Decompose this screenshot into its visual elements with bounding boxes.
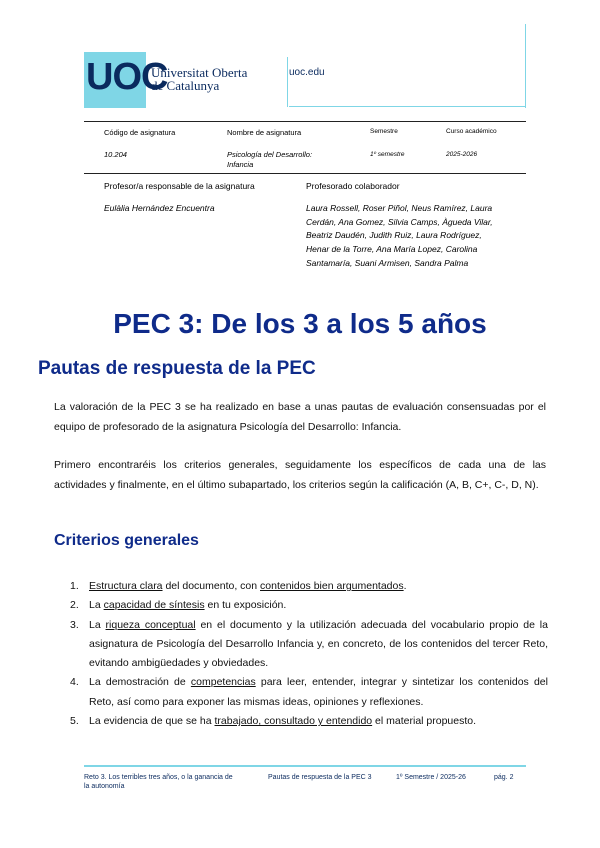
year-label: Curso académico: [446, 128, 497, 135]
list-item: [70, 673, 548, 712]
underlined-text: capacidad de síntesis: [103, 599, 205, 612]
list-text: La evidencia de que se ha: [89, 715, 215, 728]
list-number: 4.: [70, 676, 79, 689]
subsection-title: Criterios generales: [54, 532, 199, 549]
list-text: del documento, con: [162, 580, 261, 592]
footer-reto-line1: Reto 3. Los terribles tres años, o la ganancia de: [84, 774, 233, 781]
semester-value: 1º semestre: [370, 151, 405, 158]
list-text: La: [89, 599, 104, 612]
uoc-logo: UOC: [86, 56, 168, 98]
semester-label: Semestre: [370, 128, 398, 135]
list-text: el material propuesto.: [372, 715, 477, 728]
footer-reto-line2: la autonomía: [84, 782, 125, 790]
meta-bottom-rule: [84, 173, 526, 174]
list-number: 3.: [70, 618, 79, 631]
list-item: [70, 616, 548, 674]
university-name-line2: de Catalunya: [151, 78, 220, 93]
collaborators-line: Laura Rossell, Roser Piñol, Neus Ramírez, Laura: [306, 203, 493, 213]
list-number: 1.: [70, 580, 79, 592]
university-name-line1: Universitat Oberta: [151, 65, 248, 80]
list-number: 5.: [70, 715, 79, 728]
underlined-text: competencias: [190, 676, 256, 689]
name-label: Nombre de asignatura: [227, 128, 302, 137]
list-item: [70, 712, 548, 731]
underlined-text: contenidos bien argumentados: [260, 580, 404, 592]
university-name: [151, 66, 247, 92]
footer-doc: Pautas de respuesta de la PEC 3: [268, 774, 372, 781]
year-value: 2025-2026: [446, 151, 478, 158]
name-value: Psicología del Desarrollo: Infancia: [227, 150, 313, 169]
collaborators-line: Beatriz Daudén, Judith Ruiz, Laura Rodríguez,: [306, 230, 482, 241]
list-text: La: [89, 618, 106, 631]
collaborators-line: Henar de la Torre, Ana María Lopez, Carolina: [306, 244, 478, 255]
section-title: Pautas de respuesta de la PEC: [38, 358, 316, 379]
lead-professor-name: Eulàlia Hernández Encuentra: [104, 203, 215, 213]
footer-semester: 1º Semestre / 2025-26: [396, 774, 466, 781]
list-text: para leer, entender, integrar y sintetizar los contenidos del Reto, así como para exponer las mismas ideas, opiniones y reflexiones.: [89, 676, 548, 708]
collaborators-line: Cerdán, Ana Gomez, Silvia Camps, Àgueda Vilar,: [306, 216, 493, 227]
criteria-paragraph: Primero encontraréis los criterios generales, seguidamente los específicos de cada una de las actividades y finalmente, en el último subapartado, los criterios según la calificación (A, B, C+, C-, D, N).: [54, 459, 546, 491]
list-number: 2.: [70, 599, 79, 612]
footer-rule: [84, 765, 526, 767]
code-label: Código de asignatura: [104, 128, 176, 137]
underlined-text: riqueza conceptual: [105, 618, 196, 631]
header-bottom-border: [289, 106, 525, 107]
list-item: [70, 577, 548, 596]
footer-page-number: pág. 2: [494, 774, 514, 781]
lead-professor-label: Profesor/a responsable de la asignatura: [104, 181, 255, 191]
list-text: La demostración de: [89, 676, 191, 689]
collaborators-label: Profesorado colaborador: [306, 181, 400, 191]
collaborators-line: Santamaría, Suani Armisen, Sandra Palma: [306, 257, 469, 268]
meta-top-rule: [84, 121, 526, 122]
footer-reto: [84, 774, 264, 791]
header-right-border: [525, 24, 526, 108]
collaborators-list: [306, 202, 526, 271]
uoc-url: uoc.edu: [289, 67, 325, 78]
list-text: .: [403, 580, 407, 592]
criteria-list: [70, 577, 548, 731]
list-item: [70, 596, 548, 615]
code-value: 10.204: [104, 150, 127, 159]
list-text: en tu exposición.: [204, 599, 287, 612]
underlined-text: trabajado, consultado y entendido: [214, 715, 373, 728]
document-title: PEC 3: De los 3 a los 5 años: [113, 308, 487, 339]
intro-paragraph: La valoración de la PEC 3 se ha realizado en base a unas pautas de evaluación consensuadas por el equipo de profesorado de la asignatura Psicología del Desarrollo: Infancia.: [54, 401, 546, 433]
header-divider: [287, 57, 288, 107]
list-text: en el documento y la utilización adecuada del vocabulario propio de la asignatura de Psicología del Desarrollo Infancia y, en concreto, de los contenidos del tercer Reto, evitando ambigüedades y obviedades.: [89, 618, 548, 670]
underlined-text: Estructura clara: [89, 580, 163, 592]
